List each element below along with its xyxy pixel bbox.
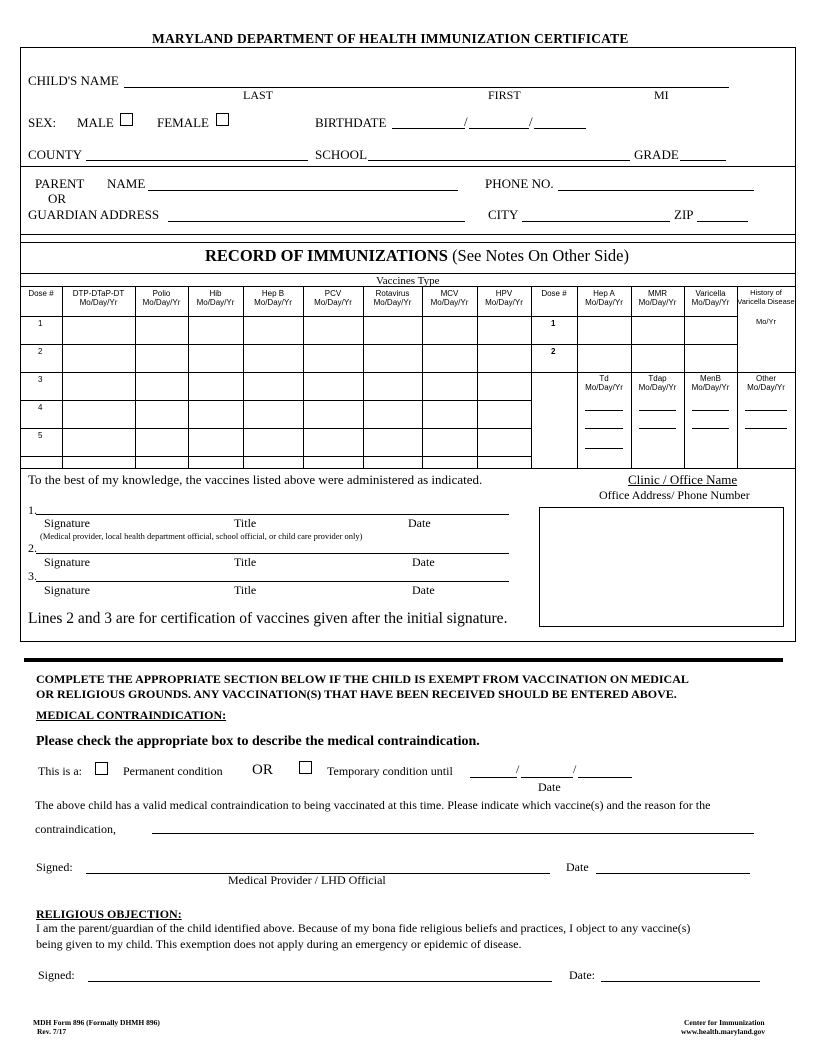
temporary-label: Temporary condition until — [327, 764, 453, 778]
vaccine-column-header — [631, 289, 684, 307]
sig1-line[interactable] — [36, 514, 509, 515]
religious-signed-label: Signed: — [38, 968, 75, 982]
vaccine-name: MCV — [440, 289, 459, 298]
sig1-number: 1. — [28, 503, 37, 517]
record-title-note: (See Notes On Other Side) — [452, 246, 629, 265]
office-address-label: Office Address/ Phone Number — [599, 488, 750, 502]
grid-row-line — [531, 372, 795, 373]
school-label: SCHOOL — [315, 147, 368, 162]
date-cell[interactable] — [632, 317, 683, 343]
vaccine-name: Tdap — [648, 374, 667, 383]
date-cell[interactable] — [578, 345, 630, 371]
date-entry-line[interactable] — [745, 428, 787, 429]
check-instruction: Please check the appropriate box to describe the medical contraindication. — [36, 734, 480, 749]
center-name: Center for Immunization — [684, 1018, 765, 1027]
date-cell[interactable] — [632, 345, 683, 371]
vaccine-name: PCV — [324, 289, 342, 298]
date-cell[interactable] — [63, 317, 134, 343]
temp-month-field[interactable] — [470, 777, 517, 778]
religious-date-field[interactable] — [601, 981, 760, 982]
exempt-instruction-1: COMPLETE THE APPROPRIATE SECTION BELOW IF THE CHILD IS EXEMPT FROM VACCINATION ON MEDICAL — [36, 672, 689, 686]
vaccine-name: HPV — [495, 289, 513, 298]
history-date-format: Mo/Yr — [755, 317, 776, 326]
dose-header: Dose # — [541, 289, 567, 298]
date-entry-line[interactable] — [692, 428, 729, 429]
vaccine-column-header — [684, 289, 737, 307]
vaccine-column-header — [631, 374, 684, 392]
zip-field[interactable] — [697, 221, 748, 222]
date-cell[interactable] — [136, 429, 187, 455]
date-format: Mo/Day/Yr — [485, 298, 523, 307]
date-cell[interactable] — [244, 429, 302, 455]
last-label: LAST — [243, 88, 273, 102]
date-cell[interactable] — [423, 345, 476, 371]
date-cell[interactable] — [478, 401, 530, 427]
medical-date-field[interactable] — [596, 873, 750, 874]
date-cell[interactable] — [304, 317, 362, 343]
date-cell[interactable] — [189, 429, 242, 455]
date-cell[interactable] — [304, 345, 362, 371]
vaccine-name: Polio — [152, 289, 171, 298]
vaccine-column-header — [62, 289, 135, 307]
exemption-divider — [24, 658, 783, 662]
vaccine-name: MenB — [700, 374, 721, 383]
date-format: Mo/Day/Yr — [373, 298, 412, 307]
sig1-signature-label: Signature — [44, 516, 90, 530]
religious-signature-field[interactable] — [88, 981, 552, 982]
exempt-instruction-2: OR RELIGIOUS GROUNDS. ANY VACCINATION(S) THAT HAVE BEEN RECEIVED SHOULD BE ENTERED ABOVE. — [36, 687, 677, 701]
date-cell[interactable] — [478, 373, 530, 399]
sig2-line[interactable] — [36, 553, 509, 554]
date-format: Mo/Day/Yr — [638, 383, 677, 392]
vaccine-name: Rotavirus — [375, 289, 410, 298]
this-is-a-label: This is a: — [38, 764, 82, 778]
temporary-checkbox[interactable] — [299, 761, 312, 774]
date-format: Mo/Day/Yr — [79, 298, 118, 307]
dose-header: Dose # — [28, 289, 54, 298]
birthdate-day-field[interactable] — [469, 128, 529, 129]
date-cell[interactable] — [478, 317, 530, 343]
date-cell[interactable] — [136, 373, 187, 399]
date-cell[interactable] — [244, 345, 302, 371]
date-format: Mo/Day/Yr — [691, 383, 730, 392]
date-cell[interactable] — [685, 345, 736, 371]
vaccine-name: Varicella — [695, 289, 726, 298]
vaccine-name: Other — [755, 374, 776, 383]
date-cell[interactable] — [63, 373, 134, 399]
sig2-title-label: Title — [234, 555, 257, 569]
date-cell[interactable] — [136, 401, 187, 427]
dose-number: 2 — [551, 347, 556, 356]
date-entry-line[interactable] — [585, 410, 623, 411]
temp-day-field[interactable] — [521, 777, 573, 778]
vaccine-name: Hib — [209, 289, 222, 298]
female-checkbox[interactable] — [216, 113, 229, 126]
date-format: Mo/Day/Yr — [196, 298, 235, 307]
vaccine-column-header — [188, 289, 243, 307]
date-cell[interactable] — [364, 317, 421, 343]
birthdate-label: BIRTHDATE — [315, 115, 387, 130]
city-label: CITY — [488, 207, 519, 222]
sig1-date-label: Date — [408, 516, 431, 530]
date-cell[interactable] — [304, 373, 362, 399]
first-label: FIRST — [488, 88, 521, 102]
vaccine-column-header — [243, 289, 303, 307]
provider-note: (Medical provider, local health department official, school official, or child care provider only) — [40, 531, 363, 541]
birthdate-month-field[interactable] — [392, 128, 465, 129]
form-revision: Rev. 7/17 — [37, 1027, 67, 1036]
date-cell[interactable] — [478, 429, 530, 455]
religious-text-1: I am the parent/guardian of the child identified above. Because of my bona fide religious beliefs and practices, I object to any vaccine(s) — [36, 921, 691, 935]
date-format: Mo/Day/Yr — [254, 298, 292, 307]
medical-heading: MEDICAL CONTRAINDICATION: — [36, 708, 227, 722]
record-divider — [20, 286, 795, 287]
clinic-name-label: Clinic / Office Name — [628, 472, 738, 487]
date-cell[interactable] — [423, 373, 476, 399]
history-varicella-header: History of Varicella Disease — [737, 288, 795, 306]
county-label: COUNTY — [28, 147, 83, 162]
birthdate-slash: / — [529, 114, 533, 129]
mi-label: MI — [654, 88, 669, 102]
parent-name-label: NAME — [107, 176, 146, 191]
dose-number: 1 — [551, 319, 556, 328]
temp-date-slash: / — [516, 762, 520, 776]
female-label: FEMALE — [157, 115, 209, 130]
vaccine-column-header — [737, 374, 795, 392]
grid-row-line — [20, 456, 531, 457]
date-format: Mo/Day/Yr — [585, 298, 623, 307]
parent-label: PARENT — [35, 176, 85, 191]
vaccine-column-header — [577, 289, 631, 307]
birthdate-slash: / — [464, 114, 468, 129]
dose-number: 5 — [38, 431, 43, 440]
or-separator: OR — [252, 762, 273, 778]
contraindication-field[interactable] — [152, 833, 754, 834]
sex-label: SEX: — [28, 115, 57, 130]
zip-label: ZIP — [674, 207, 694, 222]
guardian-address-label: GUARDIAN ADDRESS — [28, 207, 160, 222]
vaccine-column-header — [135, 289, 188, 307]
date-format: Mo/Day/Yr — [142, 298, 181, 307]
vaccines-type-label: Vaccines Type — [376, 275, 440, 287]
date-entry-line[interactable] — [692, 410, 729, 411]
date-cell[interactable] — [578, 317, 630, 343]
vaccine-column-header — [363, 289, 422, 307]
date-format: Mo/Day/Yr — [638, 298, 677, 307]
date-format: Mo/Day/Yr — [430, 298, 469, 307]
sig3-title-label: Title — [234, 583, 257, 597]
date-cell[interactable] — [244, 373, 302, 399]
section-divider — [20, 468, 795, 469]
date-cell[interactable] — [136, 345, 187, 371]
date-cell[interactable] — [63, 345, 134, 371]
birthdate-year-field[interactable] — [534, 128, 586, 129]
permanent-checkbox[interactable] — [95, 762, 108, 775]
grade-field[interactable] — [680, 160, 726, 161]
grade-label: GRADE — [634, 147, 679, 162]
record-divider — [20, 273, 795, 274]
religious-heading: RELIGIOUS OBJECTION: — [36, 907, 182, 921]
vaccine-name: Td — [599, 374, 609, 383]
date-cell[interactable] — [304, 401, 362, 427]
child-name-label: CHILD'S NAME — [28, 73, 119, 88]
date-cell[interactable] — [189, 401, 242, 427]
date-cell[interactable] — [364, 429, 421, 455]
grid-column-line — [531, 286, 532, 468]
date-entry-line[interactable] — [639, 410, 676, 411]
date-format: Mo/Day/Yr — [691, 298, 730, 307]
child-name-field[interactable] — [124, 87, 729, 88]
temp-date-slash: / — [573, 762, 577, 776]
date-cell[interactable] — [189, 373, 242, 399]
vaccine-column-header — [422, 289, 477, 307]
lines-note: Lines 2 and 3 are for certification of vaccines given after the initial signature. — [28, 610, 508, 627]
sig2-signature-label: Signature — [44, 555, 90, 569]
date-cell[interactable] — [364, 345, 421, 371]
date-cell[interactable] — [189, 345, 242, 371]
medical-signed-label: Signed: — [36, 860, 73, 874]
dose-number: 1 — [38, 319, 43, 328]
date-cell[interactable] — [136, 317, 187, 343]
date-format: Mo/Day/Yr — [314, 298, 352, 307]
permanent-label: Permanent condition — [123, 764, 223, 778]
provider-caption: Medical Provider / LHD Official — [228, 873, 386, 887]
center-website: www.health.maryland.gov — [681, 1027, 765, 1036]
date-format: Mo/Day/Yr — [747, 383, 785, 392]
vaccine-column-header — [577, 374, 631, 392]
address-field[interactable] — [168, 221, 465, 222]
sig1-title-label: Title — [234, 516, 257, 530]
vaccine-name: Hep A — [593, 289, 615, 298]
clinic-stamp-box[interactable] — [539, 507, 784, 627]
date-format: Mo/Day/Yr — [585, 383, 623, 392]
religious-date-label: Date: — [569, 968, 595, 982]
male-checkbox[interactable] — [120, 113, 133, 126]
page-title: MARYLAND DEPARTMENT OF HEALTH IMMUNIZATION CERTIFICATE — [152, 31, 629, 46]
date-cell[interactable] — [478, 345, 530, 371]
temp-date-label: Date — [538, 780, 561, 794]
date-cell[interactable] — [423, 317, 476, 343]
date-cell[interactable] — [685, 317, 736, 343]
sig3-line[interactable] — [36, 581, 509, 582]
phone-label: PHONE NO. — [485, 176, 554, 191]
vaccine-name: Hep B — [261, 289, 285, 298]
school-field[interactable] — [368, 160, 630, 161]
date-cell[interactable] — [304, 429, 362, 455]
temp-year-field[interactable] — [578, 777, 632, 778]
sig3-number: 3. — [28, 569, 37, 583]
date-cell[interactable] — [364, 373, 421, 399]
record-title-main: RECORD OF IMMUNIZATIONS — [205, 246, 448, 265]
vaccine-name: MMR — [647, 289, 668, 298]
contraindication-label: contraindication, — [35, 822, 116, 836]
date-cell[interactable] — [63, 429, 134, 455]
male-label: MALE — [77, 115, 114, 130]
section-divider — [20, 166, 795, 167]
date-cell[interactable] — [423, 401, 476, 427]
phone-field[interactable] — [558, 190, 754, 191]
county-field[interactable] — [86, 160, 308, 161]
vaccine-column-header — [684, 374, 737, 392]
religious-text-2: being given to my child. This exemption does not apply during an emergency or epidemic of disease. — [36, 937, 522, 951]
form-number: MDH Form 896 (Formally DHMH 896) — [33, 1018, 160, 1027]
sig2-date-label: Date — [412, 555, 435, 569]
parent-name-field[interactable] — [148, 190, 458, 191]
record-title — [205, 246, 629, 266]
dose-number: 3 — [38, 375, 43, 384]
sig2-number: 2. — [28, 541, 37, 555]
date-entry-line[interactable] — [745, 410, 787, 411]
section-divider — [20, 242, 795, 243]
dose-number: 2 — [38, 347, 43, 356]
date-entry-line[interactable] — [639, 428, 676, 429]
city-field[interactable] — [522, 221, 670, 222]
certify-statement: To the best of my knowledge, the vaccines listed above were administered as indicated. — [28, 472, 483, 487]
vaccine-name: DTP-DTaP-DT — [72, 289, 125, 298]
date-entry-line[interactable] — [585, 428, 623, 429]
date-cell[interactable] — [63, 401, 134, 427]
section-divider — [20, 234, 795, 235]
date-cell[interactable] — [189, 317, 242, 343]
date-cell[interactable] — [364, 401, 421, 427]
vaccine-column-header — [477, 289, 531, 307]
sig3-signature-label: Signature — [44, 583, 90, 597]
date-cell[interactable] — [423, 429, 476, 455]
dose-number: 4 — [38, 403, 43, 412]
date-cell[interactable] — [244, 401, 302, 427]
date-cell[interactable] — [244, 317, 302, 343]
or-label: OR — [48, 191, 67, 206]
vaccine-column-header — [303, 289, 363, 307]
sig3-date-label: Date — [412, 583, 435, 597]
valid-contraindication-text: The above child has a valid medical contraindication to being vaccinated at this time. Please indicate which vaccine(s) and the reason for the — [35, 798, 711, 812]
medical-date-label: Date — [566, 860, 589, 874]
date-entry-line[interactable] — [585, 448, 623, 449]
